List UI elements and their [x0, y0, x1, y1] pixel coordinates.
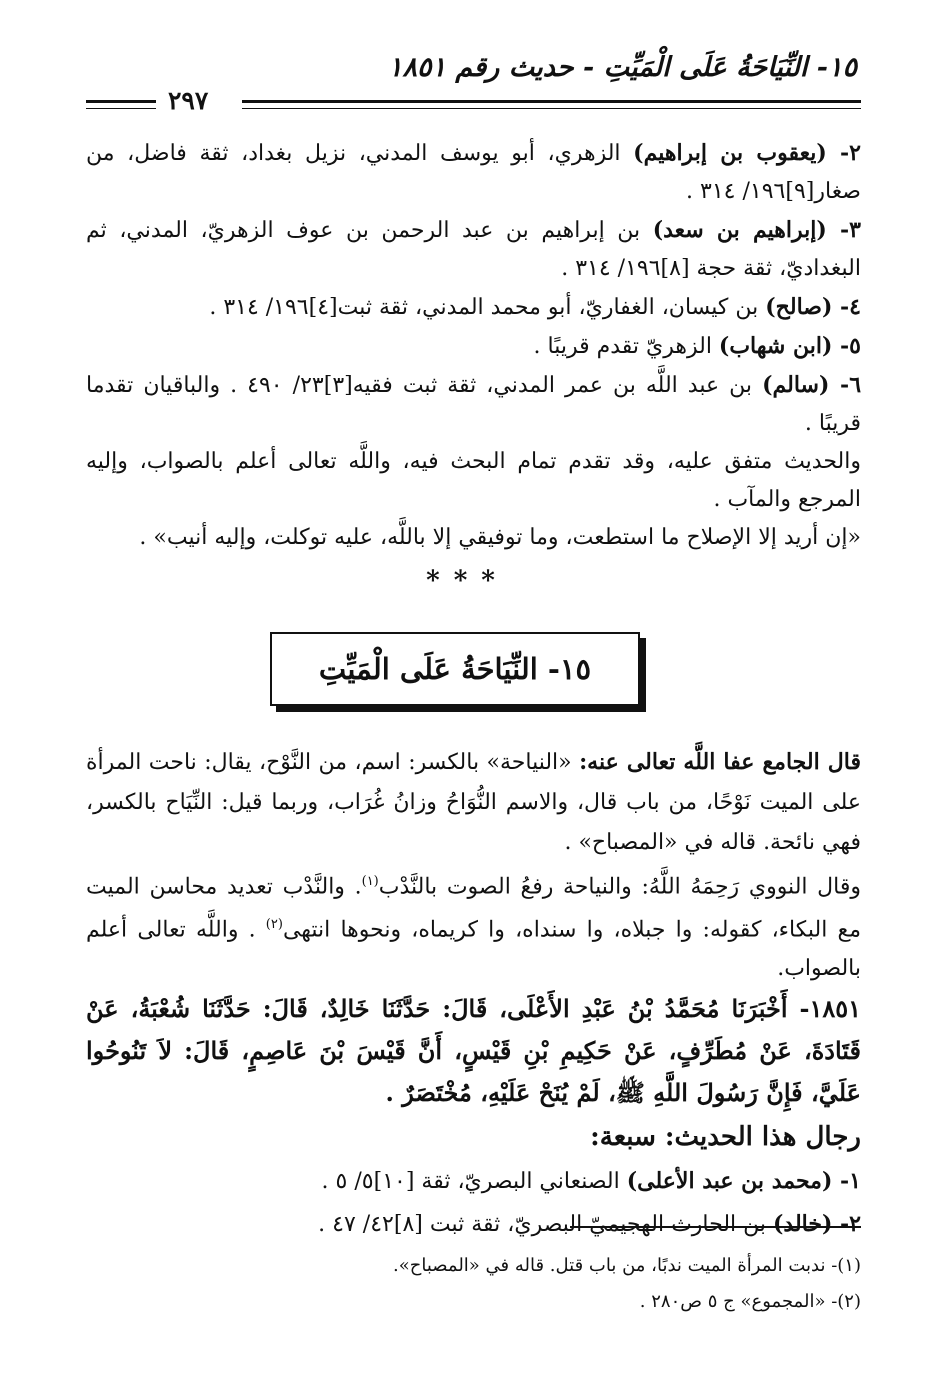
intro-text: «النياحة» بالكسر: اسم، من النَّوْح، يقال: ناحت المرأة على الميت نَوْحًا، من باب قال، والاسم النُّوَاحُ وزانُ غُرَاب، وربما قيل: النِّيَاح بالكسر، فهي نائحة. قاله في «المصباح» .	[86, 750, 861, 855]
narrator-entry	[86, 1203, 861, 1246]
narrator-details: الزهري، أبو يوسف المدني، نزيل بغداد، ثقة فاضل، من صغار[٩]١٩٦/ ٣١٤ .	[86, 141, 861, 204]
chapter-title: ١٥- النِّيَاحَةُ عَلَى الْمَيِّتِ	[318, 652, 592, 686]
narrator-entry	[86, 327, 861, 366]
narrator-name: ٥- (ابن شهاب)	[718, 333, 861, 359]
closing-paragraph: والحديث متفق عليه، وقد تقدم تمام البحث فيه، واللَّه تعالى أعلم بالصواب، وإليه المرجع والمآب .	[86, 449, 861, 512]
narrator-details: بن عبد اللَّه بن عمر المدني، ثقة ثبت فقيه[٣]٢٣/ ٤٩٠ . والباقيان تقدما قريبًا .	[86, 373, 861, 436]
narrators-top-list	[86, 134, 861, 557]
footnote: (١)- ندبت المرأة الميت ندبًا، من باب قتل. قاله في «المصباح».	[393, 1255, 861, 1276]
narrator-name: ٢- (يعقوب بن إبراهيم)	[633, 140, 861, 166]
intro-paragraph	[86, 742, 861, 863]
narrator-entry	[86, 1160, 861, 1203]
nawawi-paragraph	[86, 863, 861, 988]
chapter-title-box	[270, 632, 640, 706]
narrator-entry	[86, 211, 861, 288]
quote: «إن أريد إلا الإصلاح ما استطعت، وما توفيقي إلا باللَّه، عليه توكلت، وإليه أنيب» .	[139, 525, 861, 550]
header-rule-left	[86, 100, 156, 103]
section-separator: ***	[426, 566, 509, 596]
narrator-entry	[86, 366, 861, 443]
narrator-name: ١- (محمد بن عبد الأعلى)	[626, 1167, 861, 1194]
nawawi-text: وقال النووي رَحِمَهُ اللَّهُ: والنياحة رفعُ الصوت بالنَّدْب	[378, 874, 862, 900]
intro-lead: قال الجامع عفا اللَّه تعالى عنه:	[579, 749, 861, 775]
narrator-details: بن إبراهيم بن عبد الرحمن بن عوف الزهريّ، المدني، ثم البغداديّ، ثقة حجة [٨]١٩٦/ ٣١٤ .	[86, 218, 861, 281]
narrator-details: الصنعاني البصريّ، ثقة [١٠]٥/ ٥ .	[321, 1168, 627, 1194]
chapter-body	[86, 742, 861, 1246]
nawawi-text: . والنَّدْب تعديد محاسن الميت مع البكاء، كقوله: وا جبلاه، وا سنداه، وا كريماه، ونحوها انتهى	[86, 874, 861, 943]
narrator-name: ٣- (إبراهيم بن سعد)	[652, 217, 861, 243]
header-rule-right-thin	[242, 108, 861, 109]
running-title: ١٥- النِّيَاحَةُ عَلَى الْمَيِّتِ - حديث رقم ١٨٥١	[387, 52, 857, 83]
narrator-details: بن الحارث الهجيميّ البصريّ، ثقة ثبت [٨]٤٢/ ٤٧ .	[318, 1211, 773, 1237]
narrator-name: ٦- (سالم)	[762, 372, 862, 398]
footnote-divider	[570, 1226, 861, 1228]
hadith-text: ١٨٥١- أَخْبَرَنَا مُحَمَّدُ بْنُ عَبْدِ الأَعْلَى، قَالَ: حَدَّثَنَا خَالِدٌ، قَالَ: حَدَّثَنَا شُعْبَةُ، عَنْ قَتَادَةَ، عَنْ مُطَرِّفٍ، عَنْ حَكِيمِ بْنِ قَيْسٍ، أَنَّ قَيْسَ بْنَ عَاصِمٍ، قَالَ: لاَ تَنُوحُوا عَلَيَّ، فَإِنَّ رَسُولَ اللَّهِ ﷺ، لَمْ يُنَحْ عَلَيْهِ، مُخْتَصَرٌ .	[86, 993, 861, 1107]
page-number: ٢٩٧	[168, 86, 209, 115]
footnote-ref[interactable]: (١)	[361, 874, 379, 889]
narrator-name: ٢- (خالد)	[773, 1210, 861, 1237]
header-rule-left-thin	[86, 108, 156, 109]
footnote: (٢)- «المجموع» ج ٥ ص٢٨٠ .	[639, 1291, 861, 1312]
header-rule-right	[242, 100, 861, 103]
narrator-details: الزهريّ تقدم قريبًا .	[533, 334, 719, 359]
narrator-entry	[86, 134, 861, 211]
nawawi-text: . واللَّه تعالى أعلم بالصواب.	[86, 917, 861, 981]
narrator-details: بن كيسان، الغفاريّ، أبو محمد المدني، ثقة ثبت[٤]١٩٦/ ٣١٤ .	[209, 295, 766, 320]
footnotes	[86, 1248, 861, 1320]
footnote-ref[interactable]: (٢)	[265, 917, 283, 933]
narrator-name: ٤- (صالح)	[765, 294, 861, 320]
narrator-entry	[86, 288, 861, 327]
narrators-heading: رجال هذا الحديث: سبعة:	[590, 1121, 861, 1152]
